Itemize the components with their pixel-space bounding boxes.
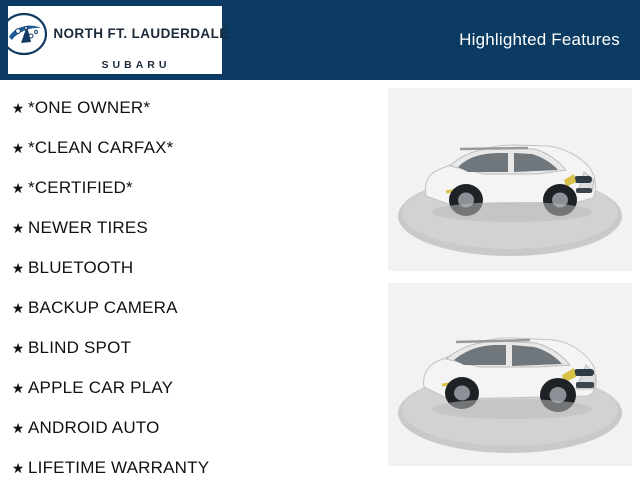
star-bullet-icon: ★: [11, 420, 25, 436]
dealer-brand: SUBARU: [101, 58, 171, 71]
list-item: [8, 88, 378, 128]
vehicle-photo-front-left: [388, 283, 632, 466]
star-bullet-icon: ★: [11, 300, 25, 316]
feature-label: ANDROID AUTO: [28, 418, 160, 437]
list-item: [8, 208, 378, 248]
list-item: [8, 368, 378, 408]
feature-label: BLIND SPOT: [28, 338, 132, 357]
subaru-star-logo-icon: [1, 12, 47, 56]
star-bullet-icon: ★: [11, 180, 25, 196]
star-bullet-icon: ★: [11, 140, 25, 156]
list-item: [8, 168, 378, 208]
feature-label: APPLE CAR PLAY: [28, 378, 174, 397]
star-bullet-icon: ★: [11, 460, 25, 476]
list-item: [8, 448, 378, 488]
feature-label: *CLEAN CARFAX*: [28, 138, 174, 157]
page-title: Highlighted Features: [459, 30, 620, 49]
dealer-name: NORTH FT. LAUDERDALE: [53, 26, 229, 41]
logo-row: [8, 12, 229, 56]
list-item: [8, 328, 378, 368]
star-bullet-icon: ★: [11, 260, 25, 276]
list-item: [8, 408, 378, 448]
feature-label: LIFETIME WARRANTY: [28, 458, 210, 477]
star-bullet-icon: ★: [11, 220, 25, 236]
feature-list: [8, 88, 378, 488]
content-area: [0, 80, 640, 480]
vehicle-photo-front-right: [388, 88, 632, 271]
star-bullet-icon: ★: [11, 380, 25, 396]
feature-label: *ONE OWNER*: [28, 98, 151, 117]
dealer-logo: [8, 6, 229, 74]
feature-label: *CERTIFIED*: [28, 178, 133, 197]
header-bar: [0, 0, 640, 80]
star-bullet-icon: ★: [11, 340, 25, 356]
feature-label: NEWER TIRES: [28, 218, 148, 237]
star-bullet-icon: ★: [11, 100, 25, 116]
feature-label: BACKUP CAMERA: [28, 298, 178, 317]
list-item: [8, 288, 378, 328]
list-item: [8, 128, 378, 168]
list-item: [8, 248, 378, 288]
feature-label: BLUETOOTH: [28, 258, 134, 277]
